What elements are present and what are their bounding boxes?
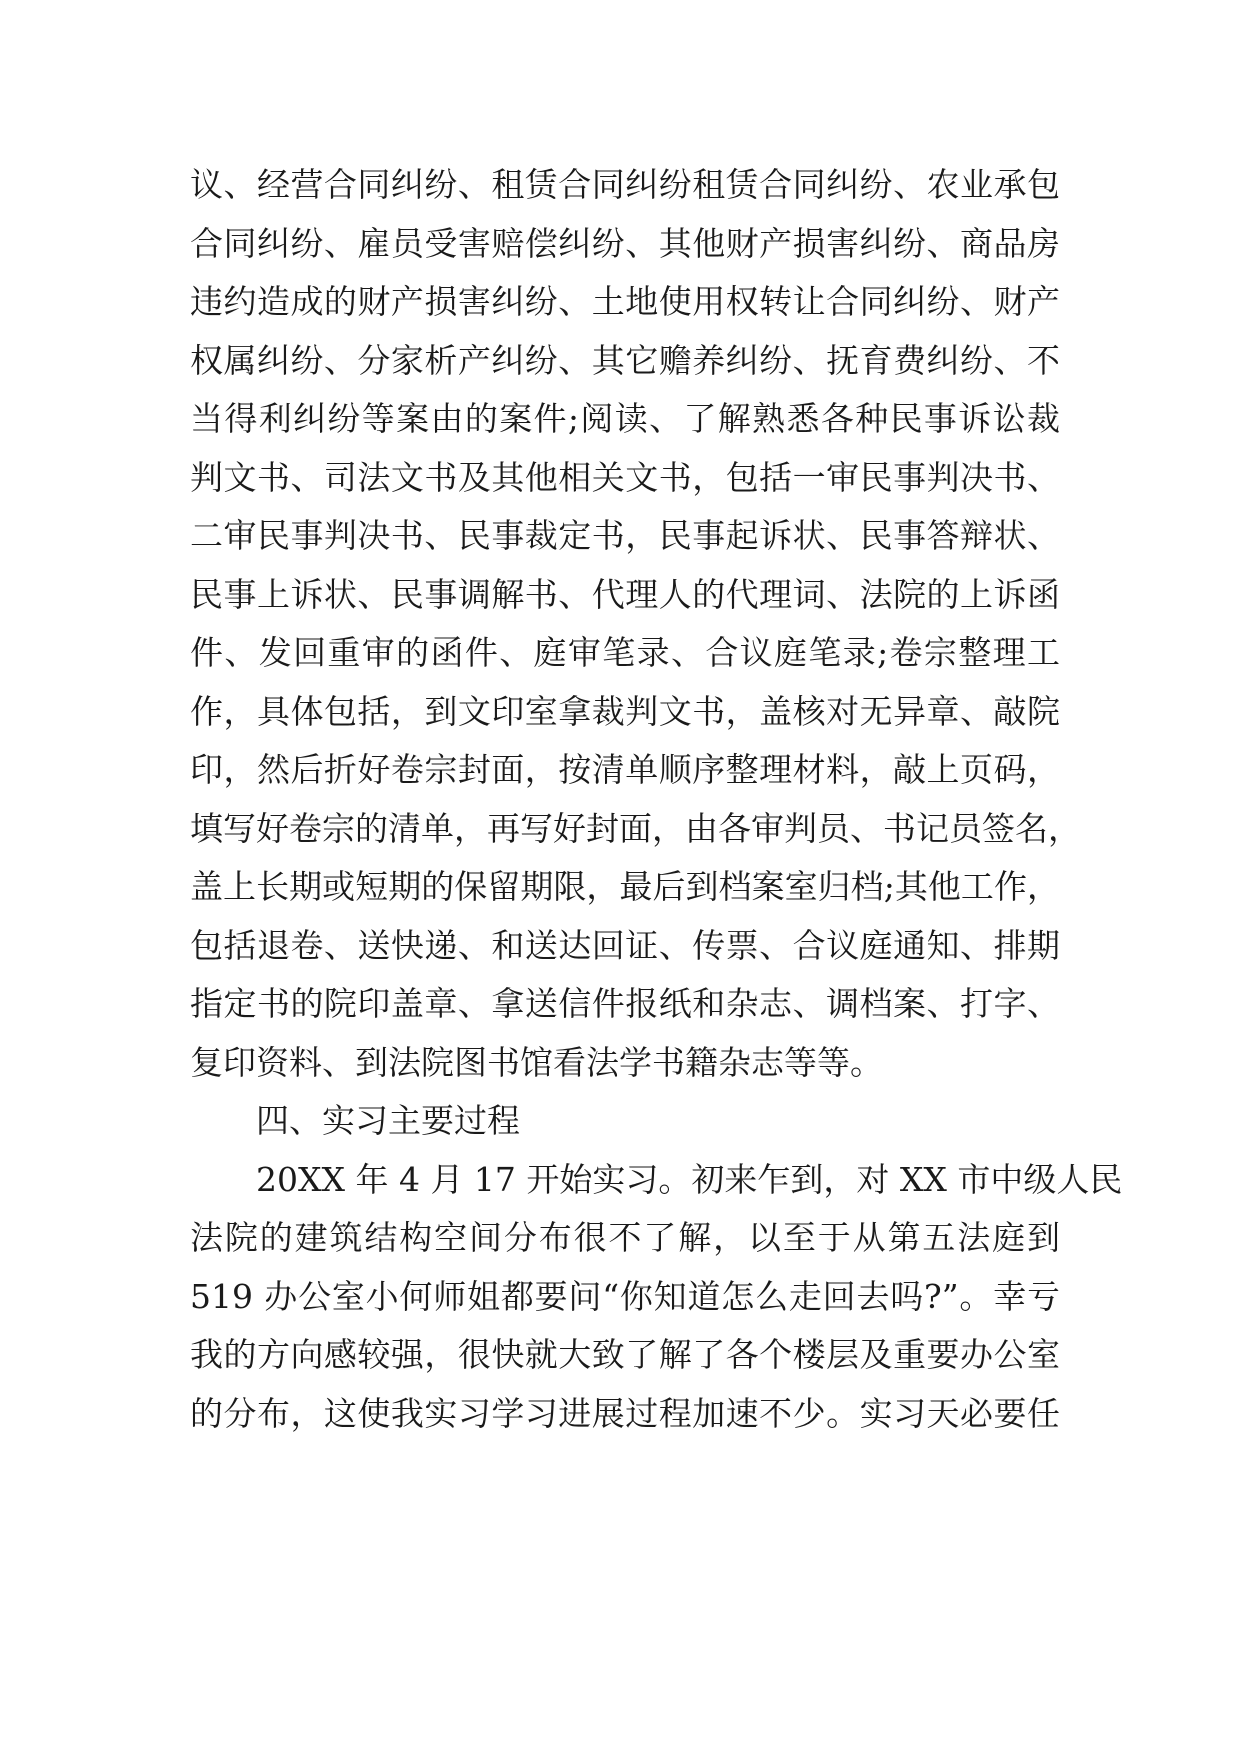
paragraph-case-types: [190, 156, 1081, 1092]
text-line: 作，具体包括，到文印室拿裁判文书，盖核对无异章、敲院: [190, 691, 1060, 731]
text-line: 判文书、司法文书及其他相关文书，包括一审民事判决书、: [190, 457, 1060, 497]
text-line: 法院的建筑结构空间分布很不了解，以至于从第五法庭到: [190, 1218, 1060, 1257]
text-line: 件、发回重审的函件、庭审笔录、合议庭笔录;卷宗整理工: [190, 633, 1060, 672]
paragraph-internship-process: [190, 1151, 1123, 1444]
text-line: 519 办公室小何师姐都要问“你知道怎么走回去吗?”。幸亏: [190, 1276, 1060, 1316]
text-line: 当得利纠纷等案由的案件;阅读、了解熟悉各种民事诉讼裁: [190, 399, 1060, 438]
text-line: 权属纠纷、分家析产纠纷、其它赡养纠纷、抚育费纠纷、不: [190, 340, 1060, 380]
text-line: 印，然后折好卷宗封面，按清单顺序整理材料，敲上页码，: [190, 750, 1060, 789]
text-line: 20XX 年 4 月 17 开始实习。初来乍到，对 XX 市中级人民: [256, 1159, 1123, 1199]
text-line: 违约造成的财产损害纠纷、土地使用权转让合同纠纷、财产: [190, 282, 1060, 321]
text-line: 我的方向感较强，很快就大致了解了各个楼层及重要办公室: [190, 1335, 1060, 1374]
text-line: 民事上诉状、民事调解书、代理人的代理词、法院的上诉函: [190, 574, 1060, 614]
text-line: 二审民事判决书、民事裁定书，民事起诉状、民事答辩状、: [190, 516, 1060, 555]
text-line: 包括退卷、送快递、和送达回证、传票、合议庭通知、排期: [190, 925, 1060, 965]
text-line: 复印资料、到法院图书馆看法学书籍杂志等等。: [190, 1042, 883, 1082]
document-body: [190, 156, 1123, 1443]
text-line: 合同纠纷、雇员受害赔偿纠纷、其他财产损害纠纷、商品房: [190, 223, 1060, 263]
text-line: 盖上长期或短期的保留期限，最后到档案室归档;其他工作，: [190, 867, 1060, 906]
text-line: 议、经营合同纠纷、租赁合同纠纷租赁合同纠纷、农业承包: [190, 165, 1060, 204]
section-heading: 四、实习主要过程: [256, 1101, 520, 1140]
text-line: 填写好卷宗的清单，再写好封面，由各审判员、书记员签名，: [190, 808, 1081, 848]
text-line: 的分布，这使我实习学习进展过程加速不少。实习天必要任: [190, 1393, 1060, 1433]
text-line: 指定书的院印盖章、拿送信件报纸和杂志、调档案、打字、: [190, 984, 1060, 1023]
